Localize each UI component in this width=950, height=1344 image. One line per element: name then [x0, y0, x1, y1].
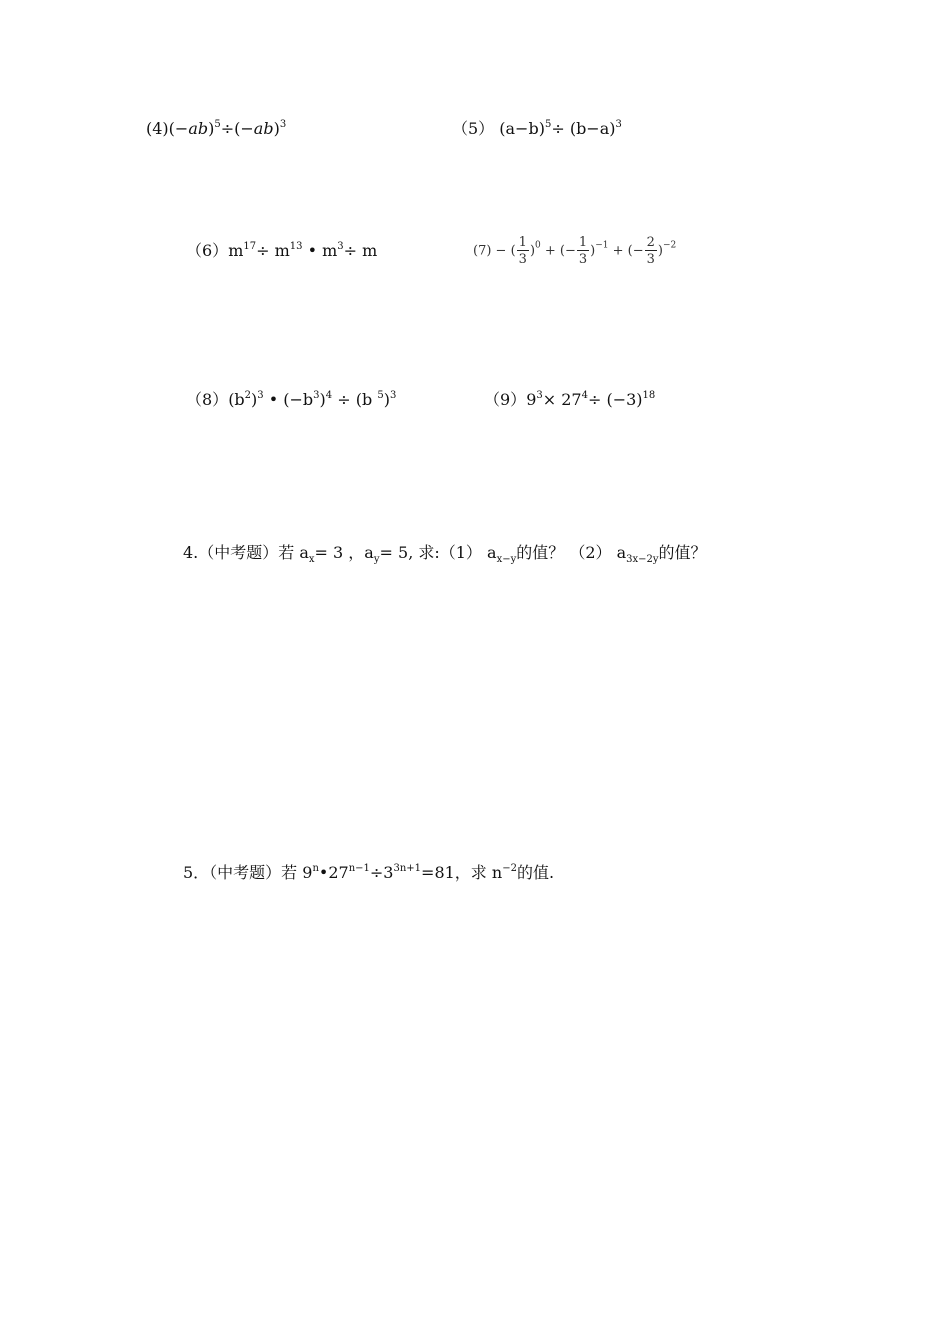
question-4-text: 的值？	[658, 543, 707, 562]
divide-sign: ÷ (−3)	[587, 390, 643, 409]
multiply-sign: × 27	[542, 390, 582, 409]
denominator: 3	[518, 252, 527, 267]
exponent: 17	[243, 241, 257, 252]
problem-8	[186, 392, 396, 408]
exponent: 2	[244, 390, 252, 401]
exponent: 3	[389, 390, 397, 401]
problem-9	[484, 392, 655, 408]
question-4	[183, 543, 707, 565]
question-5-text: •27	[318, 863, 349, 882]
exponent: −1	[595, 240, 609, 251]
subscript: x−y	[496, 554, 517, 565]
paren: )	[529, 243, 536, 259]
divide-sign: ÷ (b	[332, 390, 378, 409]
divide-sign: ÷	[220, 119, 235, 138]
exponent: 3	[615, 119, 622, 130]
exponent: 3	[279, 119, 287, 130]
term: ÷ m	[343, 241, 378, 260]
paren: )	[383, 390, 390, 409]
divide-sign: ÷	[551, 119, 565, 138]
exponent: −2	[502, 863, 517, 874]
exponent: 5	[377, 390, 384, 401]
problem-7-number: (7)	[473, 243, 492, 259]
paren: )	[319, 390, 326, 409]
exponent: 4	[581, 390, 588, 401]
fraction	[577, 236, 589, 266]
var-ab: ab	[188, 119, 209, 138]
problem-6	[186, 243, 377, 259]
operator: + (−	[540, 243, 576, 259]
paren: (	[168, 119, 175, 138]
exponent: 3n+1	[393, 863, 422, 874]
exponent: n	[312, 863, 319, 874]
question-4-text: = 3 ，a	[314, 543, 374, 562]
exponent: −2	[663, 240, 677, 251]
numerator: 2	[646, 235, 655, 250]
paren: )	[273, 119, 280, 138]
term: m	[228, 241, 244, 260]
exponent: n−1	[348, 863, 370, 874]
question-4-text: 4.（中考题）若 a	[183, 543, 309, 562]
exponent: 5	[214, 119, 221, 130]
problem-4	[146, 121, 286, 137]
numerator: 1	[518, 235, 527, 250]
term: • (−b	[263, 390, 314, 409]
problem-5	[452, 121, 622, 137]
term: (b	[228, 390, 245, 409]
subscript: x	[308, 554, 315, 565]
paren: )	[657, 243, 663, 259]
numerator: 1	[578, 235, 588, 250]
problem-4-number: (4)	[146, 119, 169, 138]
question-5-text: 的值.	[516, 863, 555, 882]
paren: )	[251, 390, 258, 409]
problem-9-number: （9）	[484, 390, 527, 409]
exponent: 3	[313, 390, 320, 401]
exponent: 13	[289, 241, 303, 252]
problem-6-number: （6）	[186, 241, 229, 260]
operator: − (	[491, 243, 516, 259]
question-4-text: 的值？ （2） a	[516, 543, 627, 562]
exponent: 4	[325, 390, 333, 401]
term: • m	[302, 241, 338, 260]
question-4-text: = 5, 求:（1） a	[379, 543, 497, 562]
fraction	[645, 236, 657, 266]
question-5	[183, 865, 554, 881]
exponent: 3	[536, 390, 543, 401]
denominator: 3	[646, 252, 655, 267]
base: (b−a)	[564, 119, 616, 138]
term: m	[274, 241, 290, 260]
exponent: 3	[337, 241, 344, 252]
problem-7	[473, 236, 676, 266]
paren: )	[208, 119, 215, 138]
paren: (−	[234, 119, 254, 138]
base: (a−b)	[494, 119, 545, 138]
exponent: 0	[535, 240, 541, 251]
operator: + (−	[608, 243, 644, 259]
exponent: 5	[544, 119, 552, 130]
problem-8-number: （8）	[186, 390, 229, 409]
exponent: 18	[642, 390, 656, 401]
subscript: 3x−2y	[626, 554, 659, 565]
question-5-text: =81，求 n	[421, 863, 503, 882]
paren: )	[590, 243, 596, 259]
divide-sign: ÷	[256, 241, 275, 260]
minus: −	[174, 119, 189, 138]
question-5-text: ÷3	[369, 863, 394, 882]
fraction	[517, 236, 529, 266]
problem-5-number: （5）	[452, 119, 495, 138]
exponent: 3	[257, 390, 264, 401]
denominator: 3	[578, 252, 588, 267]
question-5-text: 5．（中考题）若 9	[183, 863, 313, 882]
subscript: y	[373, 554, 380, 565]
var-ab: ab	[253, 119, 274, 138]
term: 9	[526, 390, 537, 409]
